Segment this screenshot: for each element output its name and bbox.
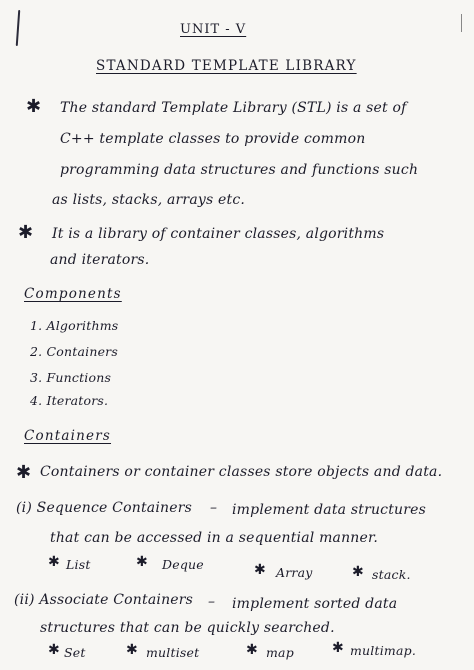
components-heading: Components: [24, 286, 122, 302]
sequence-item: Deque: [162, 557, 204, 572]
bullet-star-icon: ✱: [16, 462, 32, 483]
associative-desc-2: structures that can be quickly searched.: [40, 620, 335, 636]
bullet-star-icon: ✱: [26, 96, 42, 117]
bullet-star-icon: ✱: [126, 642, 138, 658]
bullet-star-icon: ✱: [246, 642, 258, 658]
associative-label: (ii) Associate Containers: [14, 592, 194, 608]
intro-line-2: C++ template classes to provide common: [60, 131, 366, 147]
component-item: 1. Algorithms: [30, 318, 119, 333]
main-heading: STANDARD TEMPLATE LIBRARY: [96, 58, 357, 74]
sequence-item: stack.: [372, 567, 411, 582]
sequence-item: List: [66, 557, 91, 572]
sequence-desc-2: that can be accessed in a sequential manner.: [50, 530, 379, 546]
component-item: 4. Iterators.: [30, 393, 109, 408]
unit-title: UNIT - V: [180, 22, 247, 37]
margin-mark: [16, 10, 21, 46]
sequence-item: Array: [276, 565, 313, 580]
sequence-dash: –: [210, 500, 218, 516]
component-item: 2. Containers: [30, 344, 118, 359]
bullet-star-icon: ✱: [332, 640, 344, 656]
sequence-label: (i) Sequence Containers: [16, 500, 192, 516]
bullet-star-icon: ✱: [18, 222, 34, 243]
bullet-star-icon: ✱: [352, 564, 364, 580]
intro-line-3: programming data structures and functions such: [60, 162, 419, 178]
bullet-star-icon: ✱: [48, 554, 60, 570]
component-item: 3. Functions: [30, 370, 112, 385]
associative-item: Set: [64, 645, 86, 660]
associative-dash: –: [208, 594, 216, 610]
bullet-star-icon: ✱: [48, 642, 60, 658]
corner-mark: [461, 14, 462, 32]
associative-item: multimap.: [350, 643, 417, 658]
intro-line-5: It is a library of container classes, algorithms: [52, 226, 385, 242]
sequence-desc-1: implement data structures: [232, 502, 427, 518]
containers-intro: Containers or container classes store objects and data.: [40, 464, 443, 480]
intro-line-4: as lists, stacks, arrays etc.: [52, 192, 246, 208]
intro-line-6: and iterators.: [50, 252, 150, 268]
associative-item: map: [266, 645, 294, 660]
associative-item: multiset: [146, 645, 200, 660]
bullet-star-icon: ✱: [254, 562, 266, 578]
associative-desc-1: implement sorted data: [232, 596, 398, 612]
containers-heading: Containers: [24, 428, 112, 444]
bullet-star-icon: ✱: [136, 554, 148, 570]
intro-line-1: The standard Template Library (STL) is a set of: [60, 100, 407, 116]
